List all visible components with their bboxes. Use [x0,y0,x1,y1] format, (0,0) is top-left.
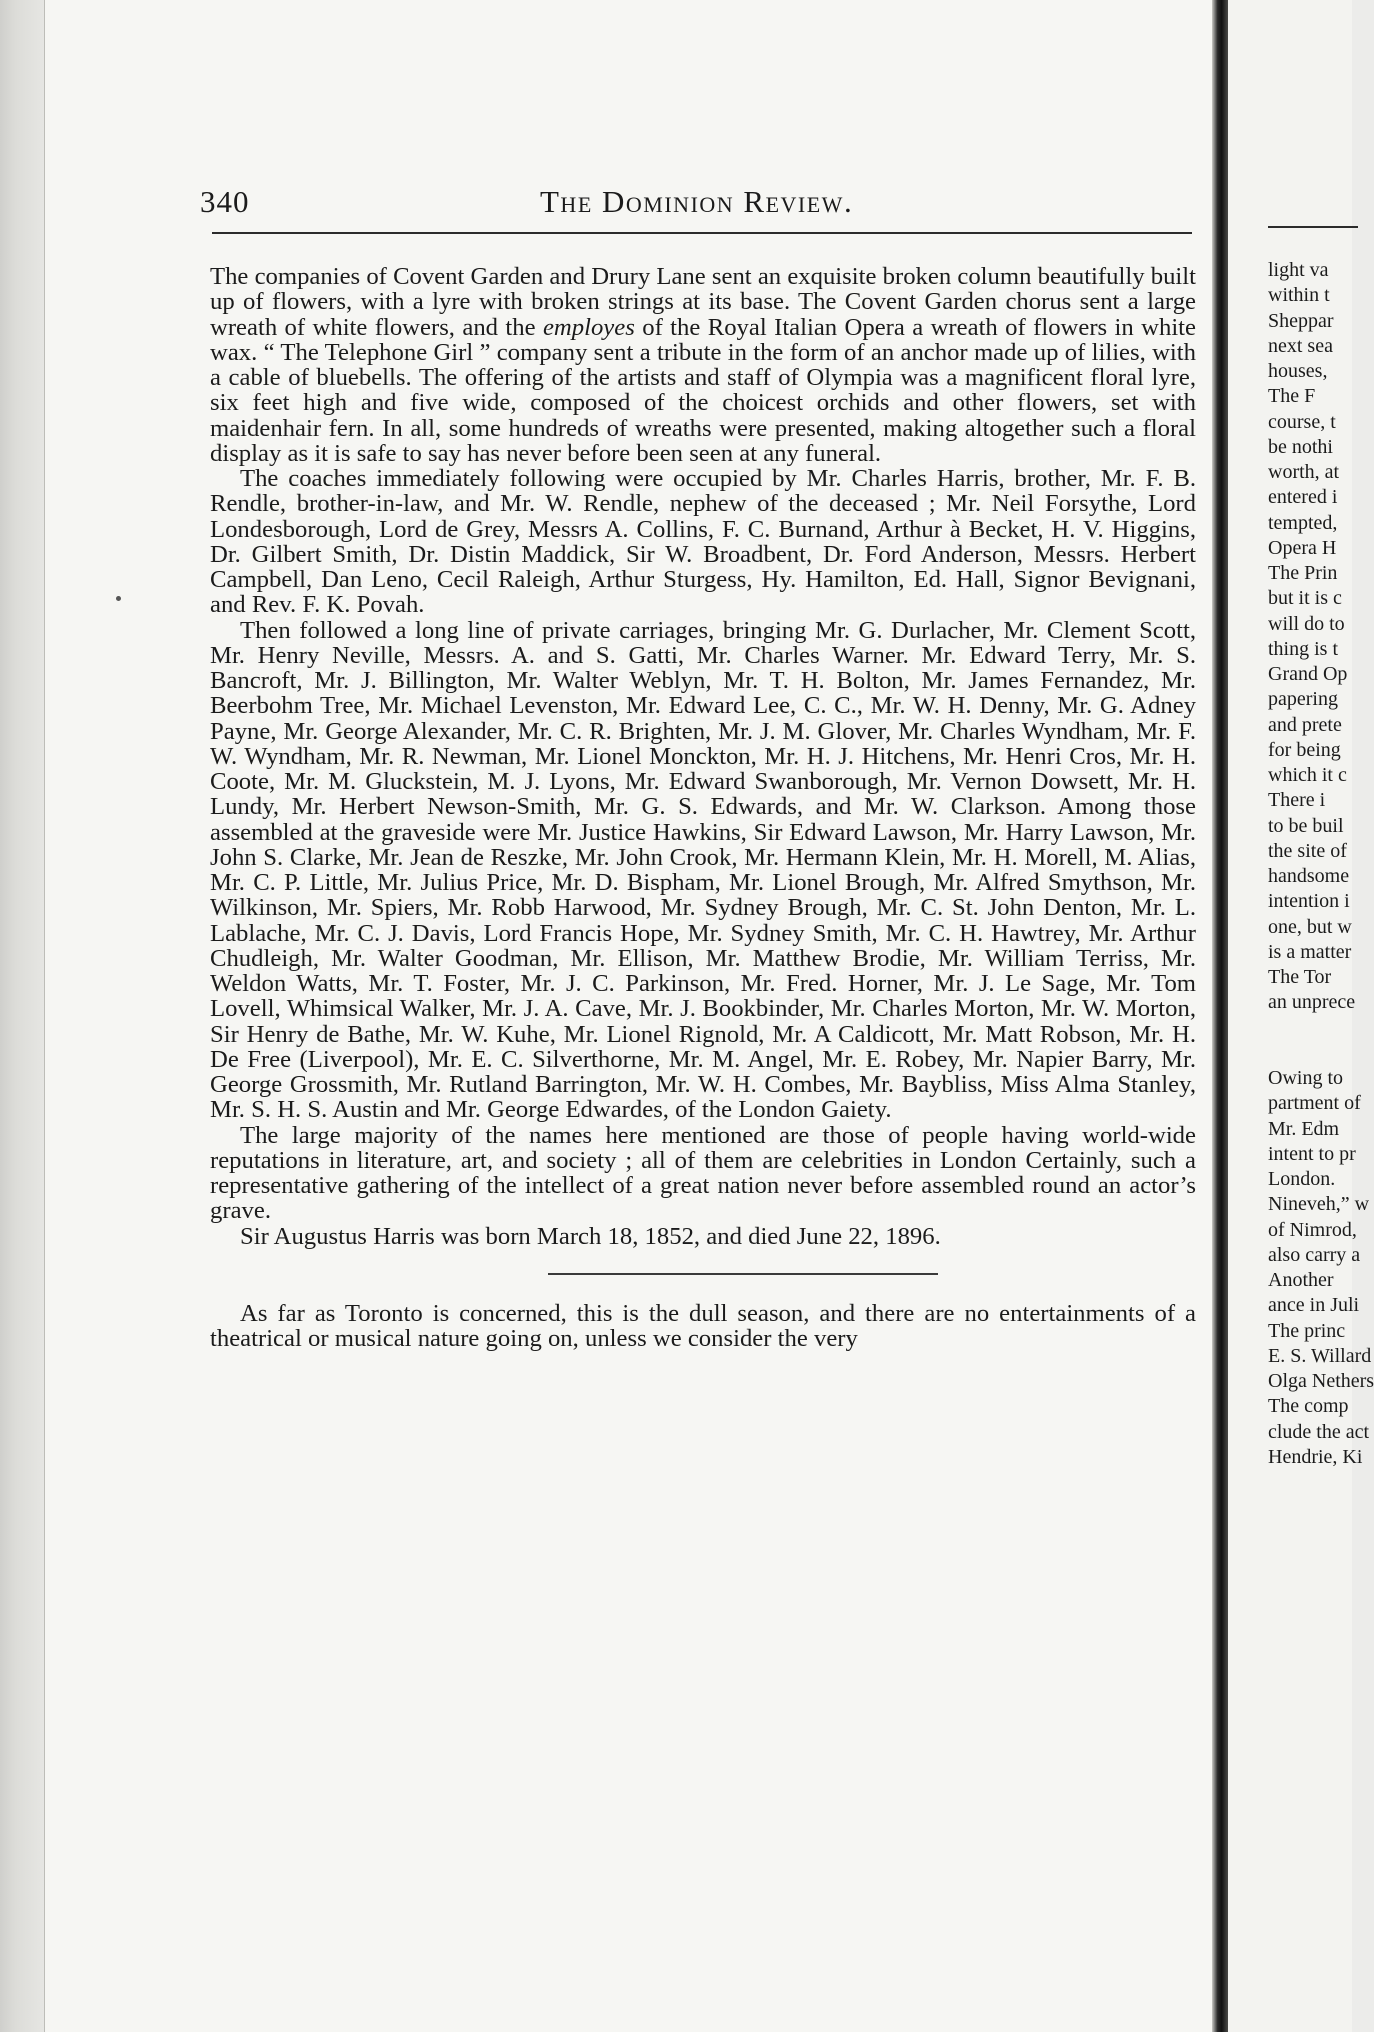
facing-page-line: will do to [1268,612,1345,635]
facing-page-line: which it c [1268,764,1347,786]
scan-edge [0,0,44,2032]
paragraph-text: The companies of Covent Garden and Drury Lane sent an exquisite broken column beautifully built up of flowers, with a lyre with broken strings at its base. The Covent Garden chorus sent a large wreath of white flowers, and the [210,263,1196,341]
facing-page-line: Grand Op [1268,663,1348,685]
facing-page-line: to be buil [1268,814,1344,837]
facing-page-line: papering [1268,688,1338,711]
facing-page-line: Olga Nethers [1268,1370,1374,1392]
facing-page-line: Hendrie, Ki [1268,1445,1363,1468]
header-rule [212,232,1192,234]
facing-page-line: within t [1268,284,1330,307]
facing-page-line: course, t [1268,410,1336,433]
facing-page-line: The Prin [1268,562,1338,584]
facing-page-line: worth, at [1268,461,1340,483]
facing-page-line [1268,1016,1358,1041]
article-body [210,264,1196,1351]
book-gutter [1212,0,1228,2032]
page-number: 340 [200,184,250,219]
facing-page-line: The comp [1268,1395,1349,1418]
facing-page-line: Nineveh,” w [1268,1193,1370,1216]
facing-page-line: Owing to [1268,1067,1343,1089]
facing-page-line: one, but w [1268,915,1352,938]
facing-page-line: clude the act [1268,1420,1370,1443]
running-head: The Dominion Review. [540,184,854,219]
facing-page-line: of Nimrod, [1268,1218,1357,1241]
italic-word: employes [542,313,635,341]
facing-page-line: be nothi [1268,435,1333,458]
facing-page-line: also carry a [1268,1243,1361,1266]
facing-page-line [1268,1041,1358,1066]
facing-page-line: partment of [1268,1092,1361,1115]
facing-page-line: Sheppar [1268,309,1334,332]
paragraph: As far as Toronto is concerned, this is the dull season, and there are no entertainments of a theatrical or musical nature going on, unless we consider the very [210,1299,1196,1352]
ink-spot [116,596,121,601]
facing-page-text [1268,258,1374,1470]
facing-page-line: but it is c [1268,587,1342,610]
facing-page-line: intention i [1268,890,1350,913]
paragraph: The coaches immediately following were occupied by Mr. Charles Harris, brother, Mr. F. B. Rendle, brother-in-law, and Mr. W. Rendle, nephew of the deceased ; Mr. Neil Forsythe, Lord Londesborough, Lord de Grey, Messrs A. Collins, F. C. Burnand, Arthur à Becket, H. V. Higgins, Dr. Gilbert Smith, Dr. Distin Maddick, Sir W. Broadbent, Dr. Ford Anderson, Messrs. Herbert Campbell, Dan Leno, Cecil Raleigh, Arthur Sturgess, Hy. Hamilton, Ed. Hall, Signor Bevignani, and Rev. F. K. Povah. [210,465,1196,619]
facing-page-line: handsome [1268,865,1350,887]
facing-page-line: houses, [1268,360,1328,382]
facing-page-line: E. S. Willard [1268,1344,1372,1367]
facing-page-line: London. [1268,1168,1336,1190]
paragraph-text: of the Royal Italian Opera a wreath of flowers in white wax. “ The Telephone Girl ” company sent a tribute in the form of an anchor made up of lilies, with a cable of bluebells. The offering of the artists and staff of Olympia was a magnificent floral lyre, six feet high and five wide, composed of the choicest orchids and other flowers, set with maidenhair fern. In all, some hundreds of wreaths were presented, making altogether such a floral display as it is safe to say has never before been seen at any funeral. [210,313,1196,467]
paragraph [210,264,1196,466]
facing-page [1228,0,1374,2032]
facing-page-line: The Tor [1268,966,1332,988]
facing-page-line: ance in Juli [1268,1294,1360,1317]
facing-page-line: tempted, [1268,511,1338,534]
paragraph: The large majority of the names here mentioned are those of people having world-wide reputations in literature, art, and society ; all of them are celebrities in London Certainly, such a representative gathering of the intellect of a great nation never before assembled round an actor’s grave. [210,1121,1196,1225]
facing-page-line: Another [1268,1269,1334,1291]
facing-page-rule [1268,226,1358,228]
facing-page-line: The princ [1268,1319,1346,1342]
facing-page-line: light va [1268,259,1329,281]
facing-page-line: thing is t [1268,637,1339,660]
facing-page-line: an unprece [1268,991,1356,1014]
facing-page-line: is a matter [1268,940,1352,963]
facing-page-line: the site of [1268,839,1347,862]
facing-page-line: The F [1268,385,1316,408]
facing-page-line: next sea [1268,334,1333,357]
facing-page-line: intent to pr [1268,1142,1356,1165]
facing-page-line: Opera H [1268,536,1337,559]
facing-page-line: There i [1268,789,1326,812]
facing-page-line: for being [1268,738,1341,761]
paragraph: Sir Augustus Harris was born March 18, 1852, and died June 22, 1896. [240,1222,941,1250]
facing-page-line: and prete [1268,713,1342,736]
section-divider [548,1273,938,1275]
facing-page-line: Mr. Edm [1268,1117,1340,1140]
facing-page-line: entered i [1268,486,1338,509]
paragraph: Then followed a long line of private carriages, bringing Mr. G. Durlacher, Mr. Clement Scott, Mr. Henry Neville, Messrs. A. and S. Gatti, Mr. Charles Warner. Mr. Edward Terry, Mr. S. Bancroft, Mr. J. Billington, Mr. Walter Weblyn, Mr. T. H. Bolton, Mr. James Fernandez, Mr. Beerbohm Tree, Mr. Michael Levenston, Mr. Edward Lee, C. C., Mr. W. H. Denny, Mr. G. Adney Payne, Mr. George Alexander, Mr. C. R. Brighten, Mr. J. M. Glover, Mr. Charles Wyndham, Mr. F. W. Wyndham, Mr. R. Newman, Mr. Lionel Monckton, Mr. H. J. Hitchens, Mr. Henri Cros, Mr. H. Coote, Mr. M. Gluckstein, M. J. Lyons, Mr. Edward Swanborough, Mr. Vernon Dowsett, Mr. H. Lundy, Mr. Herbert Newson-Smith, Mr. G. S. Edwards, and Mr. W. Clarkson. Among those assembled at the graveside were Mr. Justice Hawkins, Sir Edward Lawson, Mr. Harry Lawson, Mr. John S. Clarke, Mr. Jean de Reszke, Mr. John Crook, Mr. Hermann Klein, Mr. H. Morell, M. Alias, Mr. C. P. Little, Mr. Julius Price, Mr. D. Bispham, Mr. Lionel Brough, Mr. Alfred Smythson, Mr. Wilkinson, Mr. Spiers, Mr. Robb Harwood, Mr. Sydney Brough, Mr. C. St. John Denton, Mr. L. Lablache, Mr. C. J. Davis, Lord Francis Hope, Mr. Sydney Smith, Mr. C. H. Hawtrey, Mr. Arthur Chudleigh, Mr. Walter Goodman, Mr. Ellison, Mr. Matthew Brodie, Mr. William Terriss, Mr. Weldon Watts, Mr. T. Foster, Mr. J. C. Parkinson, Mr. Fred. Horner, Mr. J. Le Sage, Mr. Tom Lovell, Whimsical Walker, Mr. J. A. Cave, Mr. J. Bookbinder, Mr. Charles Morton, Mr. W. Morton, Sir Henry de Bathe, Mr. W. Kuhe, Mr. Lionel Rignold, Mr. A Caldicott, Mr. Matt Robson, Mr. H. De Free (Liverpool), Mr. E. C. Silverthorne, Mr. M. Angel, Mr. E. Robey, Mr. Napier Barry, Mr. George Grossmith, Mr. Rutland Barrington, Mr. W. H. Combes, Mr. Baybliss, Miss Alma Stanley, Mr. S. H. S. Austin and Mr. George Edwardes, of the London Gaiety. [210,616,1196,1124]
